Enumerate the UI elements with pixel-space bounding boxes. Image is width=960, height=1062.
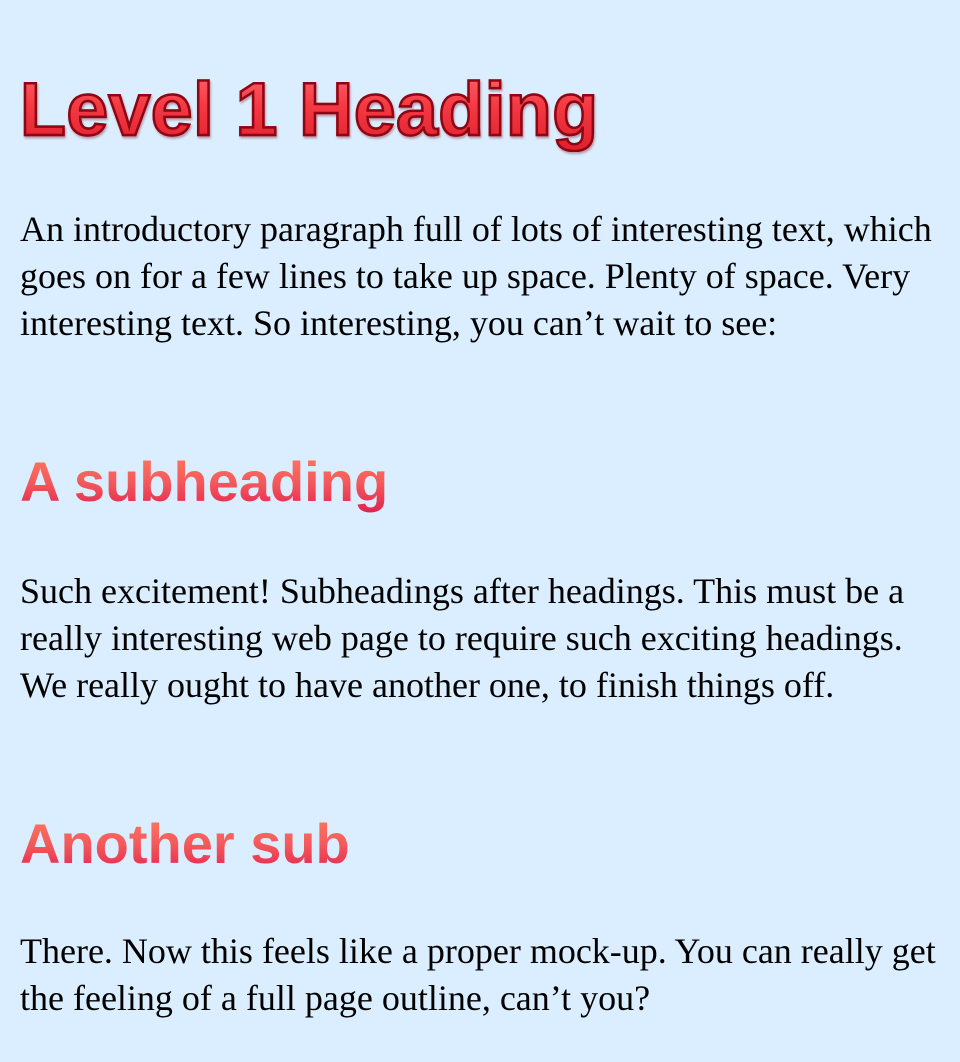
subheading-2: Another sub (20, 812, 350, 875)
page-title: Level 1 Heading (20, 67, 599, 151)
paragraph-3: There. Now this feels like a proper mock-up. You can really get the feeling of a full page outline, can’t you? (20, 931, 936, 1018)
paragraph-2: Such excitement! Subheadings after headings. This must be a really interesting web page to require such exciting headings. We really ought to have another one, to finish things off. (20, 571, 905, 705)
intro-paragraph: An introductory paragraph full of lots of interesting text, which goes on for a few lines to take up space. Plenty of space. Very interesting text. So interesting, you can’t wait to see: (20, 209, 932, 343)
subheading-1: A subheading (20, 450, 389, 513)
